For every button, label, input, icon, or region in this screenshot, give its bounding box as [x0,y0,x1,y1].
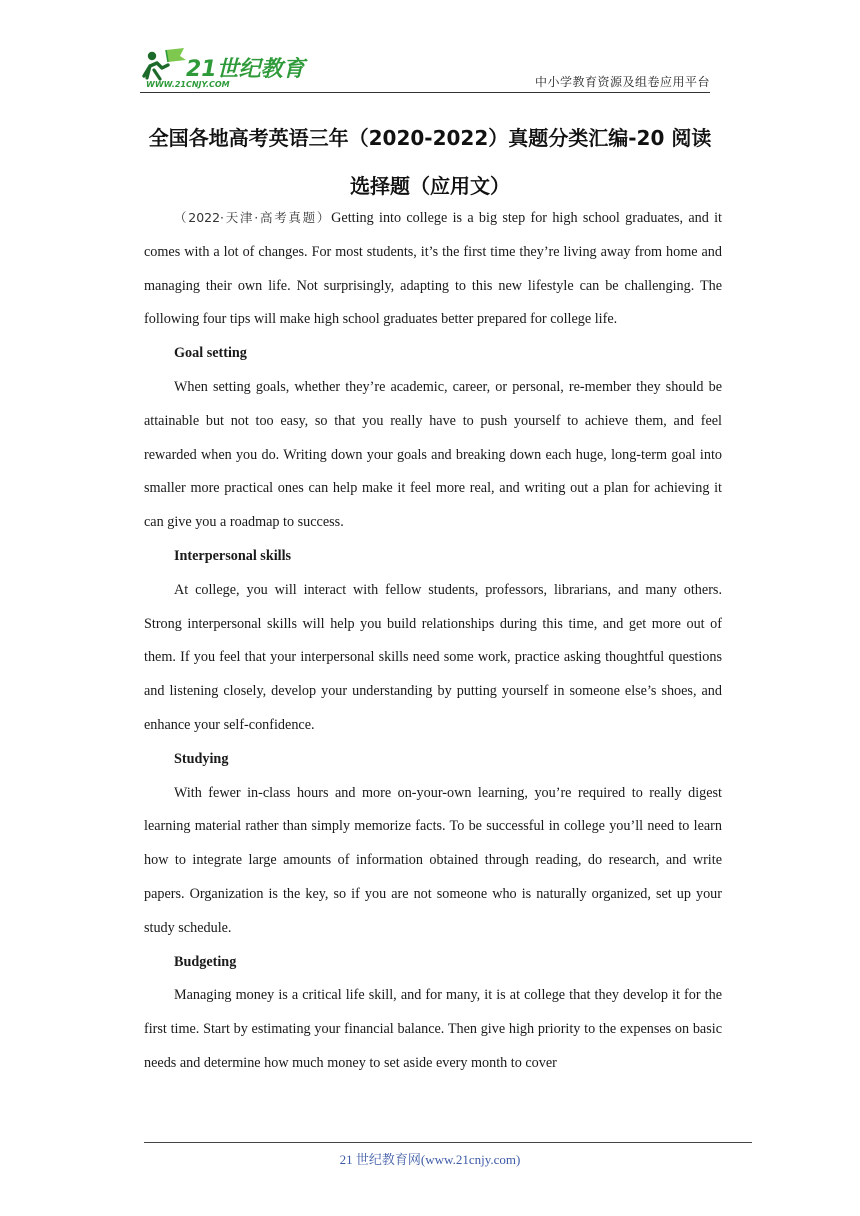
footer-site-link[interactable]: 21 世纪教育网(www.21cnjy.com) [339,1152,521,1167]
article-body [144,201,722,1081]
section-heading: Interpersonal skills [174,547,292,564]
document-title [130,114,730,210]
title-line-1: 全国各地高考英语三年（2020-2022）真题分类汇编-20 阅读 [148,126,712,150]
intro-text: Getting into college is a big step for high school graduates, and it comes with a lot of changes. For most students, it’s the first time they’re living away from home and managing their own life. Not surprisingly, adapting to this new lifestyle can be challenging. The following four tips will make high school graduates better prepared for college life. [144,210,722,328]
section-paragraph: When setting goals, whether they’re academic, career, or personal, re-member they should be attainable but not too easy, so that you really have to push yourself to achieve them, and feel rewarded when you do. Writing down your goals and breaking down each huge, long-term goal into smaller more practical ones can help make it feel more real, and writing out a plan for achieving it can give you a roadmap to success. [144,378,722,531]
footer-divider [144,1142,752,1143]
question-source: （2022·天津·高考真题） [174,210,332,225]
page-header [140,40,710,92]
logo-wordmark: 21世纪教育 [186,57,305,82]
runner-logo-icon [140,46,310,90]
title-line-2: 选择题（应用文） [350,174,510,198]
intro-paragraph [144,201,722,337]
header-divider [140,92,710,93]
logo-url: WWW.21CNJY.COM [146,80,230,89]
section-paragraph: With fewer in-class hours and more on-your-own learning, you’re required to really digest learning material rather than simply memorize facts. To be successful in college you’ll need to learn how to integrate large amounts of information obtained through reading, do research, and write papers. Organization is the key, so if you are not someone who is naturally organized, set up your study schedule. [144,784,722,936]
site-logo [140,46,310,90]
platform-name: 中小学教育资源及组卷应用平台 [534,75,710,89]
section-heading: Budgeting [174,953,237,970]
section-heading: Goal setting [174,345,247,362]
section-heading: Studying [174,750,229,767]
section-paragraph: At college, you will interact with fellow students, professors, librarians, and many others. Strong interpersonal skills will help you build relationships during this time, and get more out of them. If you feel that your interpersonal skills need some work, practice asking thoughtful questions and listening closely, develop your understanding by putting yourself in someone else’s shoes, and enhance your self-confidence. [144,581,722,733]
section-paragraph: Managing money is a critical life skill, and for many, it is at college that they develop it for the first time. Start by estimating your financial balance. Then give high priority to the expenses on basic needs and determine how much money to set aside every month to cover [144,987,722,1071]
